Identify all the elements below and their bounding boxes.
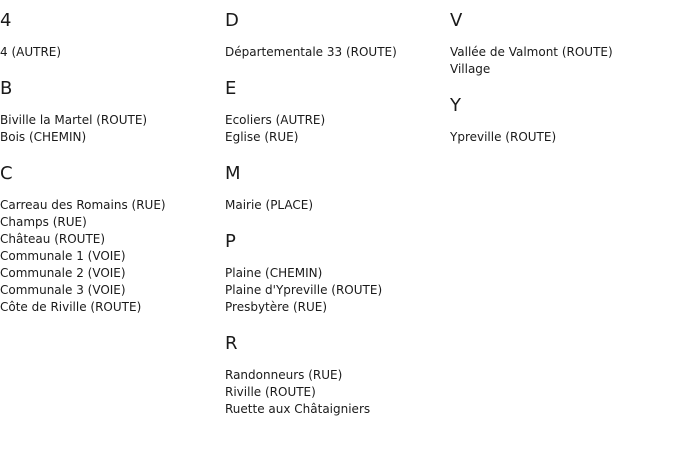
street-link[interactable]: Ypreville (ROUTE)	[450, 130, 557, 144]
letter-heading: C	[0, 163, 13, 184]
letter-group-c	[0, 163, 222, 316]
letter-heading: D	[225, 10, 239, 31]
street-link[interactable]: Côte de Riville (ROUTE)	[0, 300, 142, 314]
letter-group-y	[450, 95, 672, 146]
letter-group-b	[0, 78, 222, 146]
letter-group-4	[0, 10, 222, 61]
letter-heading: 4	[0, 10, 12, 31]
letter-group-v	[450, 10, 672, 78]
street-link[interactable]: Mairie (PLACE)	[225, 198, 314, 212]
letter-heading: V	[450, 10, 463, 31]
street-link[interactable]: Communale 3 (VOIE)	[0, 283, 126, 297]
letter-heading: Y	[450, 95, 461, 116]
street-link[interactable]: Ecoliers (AUTRE)	[225, 113, 326, 127]
street-link[interactable]: Biville la Martel (ROUTE)	[0, 113, 148, 127]
street-link[interactable]: Vallée de Valmont (ROUTE)	[450, 45, 613, 59]
street-link[interactable]: Carreau des Romains (RUE)	[0, 198, 166, 212]
letter-heading: R	[225, 333, 238, 354]
street-link[interactable]: Communale 1 (VOIE)	[0, 249, 126, 263]
street-index-column-1	[0, 10, 222, 333]
street-index-column-3	[450, 10, 672, 163]
street-link[interactable]: 4 (AUTRE)	[0, 45, 62, 59]
street-link[interactable]: Eglise (RUE)	[225, 130, 299, 144]
letter-group-p	[225, 231, 447, 316]
letter-group-e	[225, 78, 447, 146]
street-link[interactable]: Village	[450, 62, 491, 76]
street-link[interactable]: Communale 2 (VOIE)	[0, 266, 126, 280]
street-index-column-2	[225, 10, 447, 435]
street-link[interactable]: Ruette aux Châtaigniers	[225, 402, 371, 416]
letter-heading: P	[225, 231, 236, 252]
street-link[interactable]: Riville (ROUTE)	[225, 385, 316, 399]
street-link[interactable]: Départementale 33 (ROUTE)	[225, 45, 397, 59]
street-link[interactable]: Plaine d'Ypreville (ROUTE)	[225, 283, 383, 297]
letter-heading: E	[225, 78, 237, 99]
street-link[interactable]: Champs (RUE)	[0, 215, 87, 229]
street-link[interactable]: Plaine (CHEMIN)	[225, 266, 323, 280]
street-link[interactable]: Randonneurs (RUE)	[225, 368, 343, 382]
letter-group-r	[225, 333, 447, 418]
street-link[interactable]: Bois (CHEMIN)	[0, 130, 87, 144]
letter-group-m	[225, 163, 447, 214]
street-link[interactable]: Château (ROUTE)	[0, 232, 106, 246]
letter-group-d	[225, 10, 447, 61]
letter-heading: M	[225, 163, 241, 184]
street-link[interactable]: Presbytère (RUE)	[225, 300, 328, 314]
letter-heading: B	[0, 78, 13, 99]
